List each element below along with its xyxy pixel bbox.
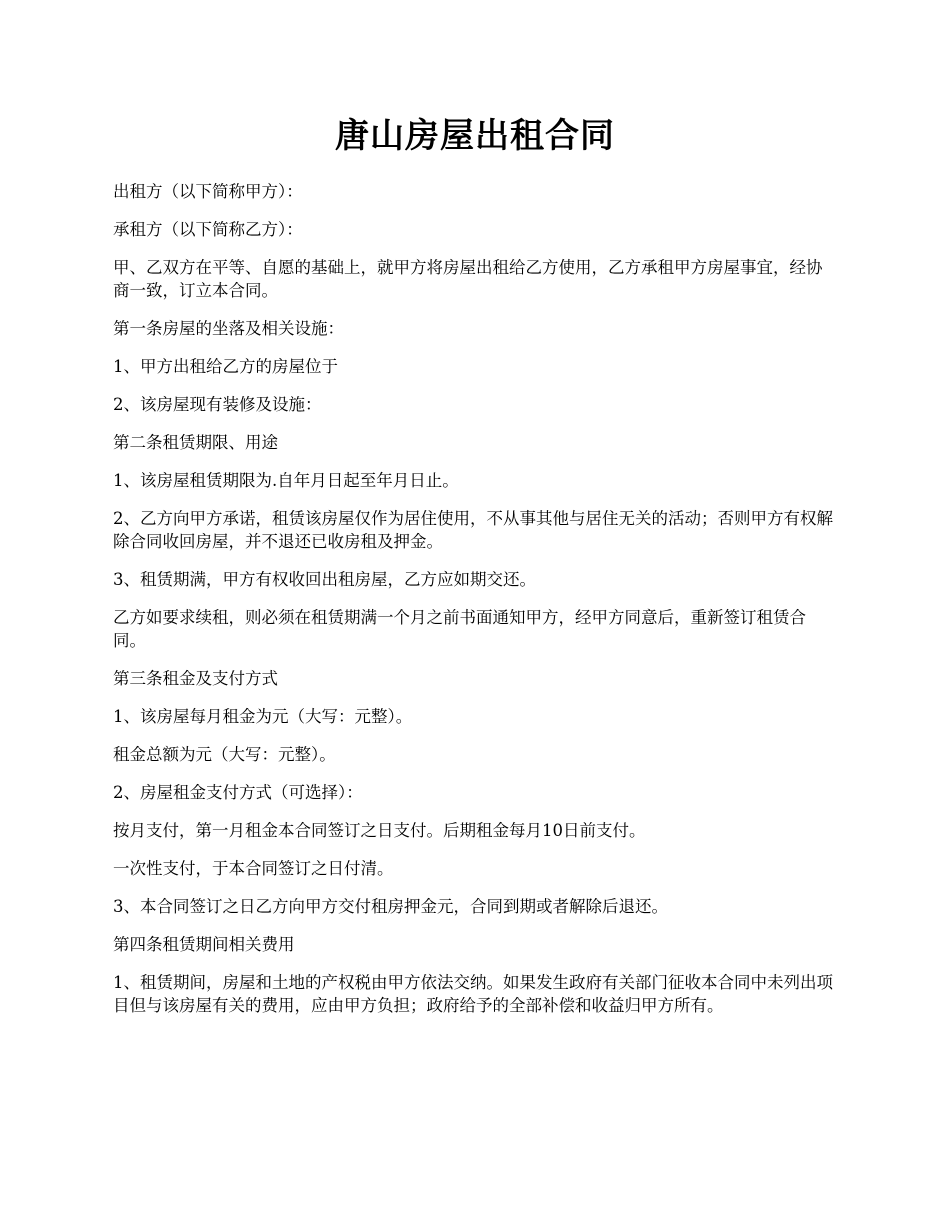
paragraph-deposit: 3、本合同签订之日乙方向甲方交付租房押金元，合同到期或者解除后退还。	[113, 897, 668, 916]
paragraph-facilities: 2、该房屋现有装修及设施：	[113, 395, 322, 414]
paragraph-lump-sum: 一次性支付，于本合同签订之日付清。	[113, 859, 394, 878]
paragraph-term: 1、该房屋租赁期限为.自年月日起至年月日止。	[113, 471, 459, 490]
section-heading-4: 第四条租赁期间相关费用	[113, 935, 295, 954]
paragraph-lessor: 出租方（以下简称甲方）：	[113, 182, 303, 201]
paragraph-monthly-rent: 1、该房屋每月租金为元（大写：元整）。	[113, 707, 413, 726]
section-heading-3: 第三条租金及支付方式	[113, 669, 278, 688]
section-heading-1: 第一条房屋的坐落及相关设施：	[113, 319, 344, 338]
paragraph-lessee: 承租方（以下简称乙方）：	[113, 220, 303, 239]
paragraph-expiry: 3、租赁期满，甲方有权收回出租房屋，乙方应如期交还。	[113, 570, 536, 589]
paragraph-location: 1、甲方出租给乙方的房屋位于	[113, 357, 338, 376]
paragraph-taxes: 1、租赁期间，房屋和土地的产权税由甲方依法交纳。如果发生政府有关部门征收本合同中未列出项目但与该房屋有关的费用，应由甲方负担；政府给予的全部补偿和收益归甲方所有。	[113, 973, 833, 1015]
paragraph-renewal: 乙方如要求续租，则必须在租赁期满一个月之前书面通知甲方，经甲方同意后，重新签订租赁合同。	[113, 608, 806, 650]
document-page	[113, 112, 837, 1032]
document-title: 唐山房屋出租合同	[335, 116, 615, 156]
section-heading-2: 第二条租赁期限、用途	[113, 433, 278, 452]
paragraph-preamble: 甲、乙双方在平等、自愿的基础上，就甲方将房屋出租给乙方使用，乙方承租甲方房屋事宜，经协商一致，订立本合同。	[113, 258, 823, 300]
paragraph-total-rent: 租金总额为元（大写：元整）。	[113, 745, 336, 764]
paragraph-payment-method: 2、房屋租金支付方式（可选择）：	[113, 783, 363, 802]
paragraph-usage: 2、乙方向甲方承诺，租赁该房屋仅作为居住使用，不从事其他与居住无关的活动；否则甲方有权解除合同收回房屋，并不退还已收房租及押金。	[113, 509, 833, 551]
paragraph-monthly-payment: 按月支付，第一月租金本合同签订之日支付。后期租金每月10日前支付。	[113, 821, 646, 840]
